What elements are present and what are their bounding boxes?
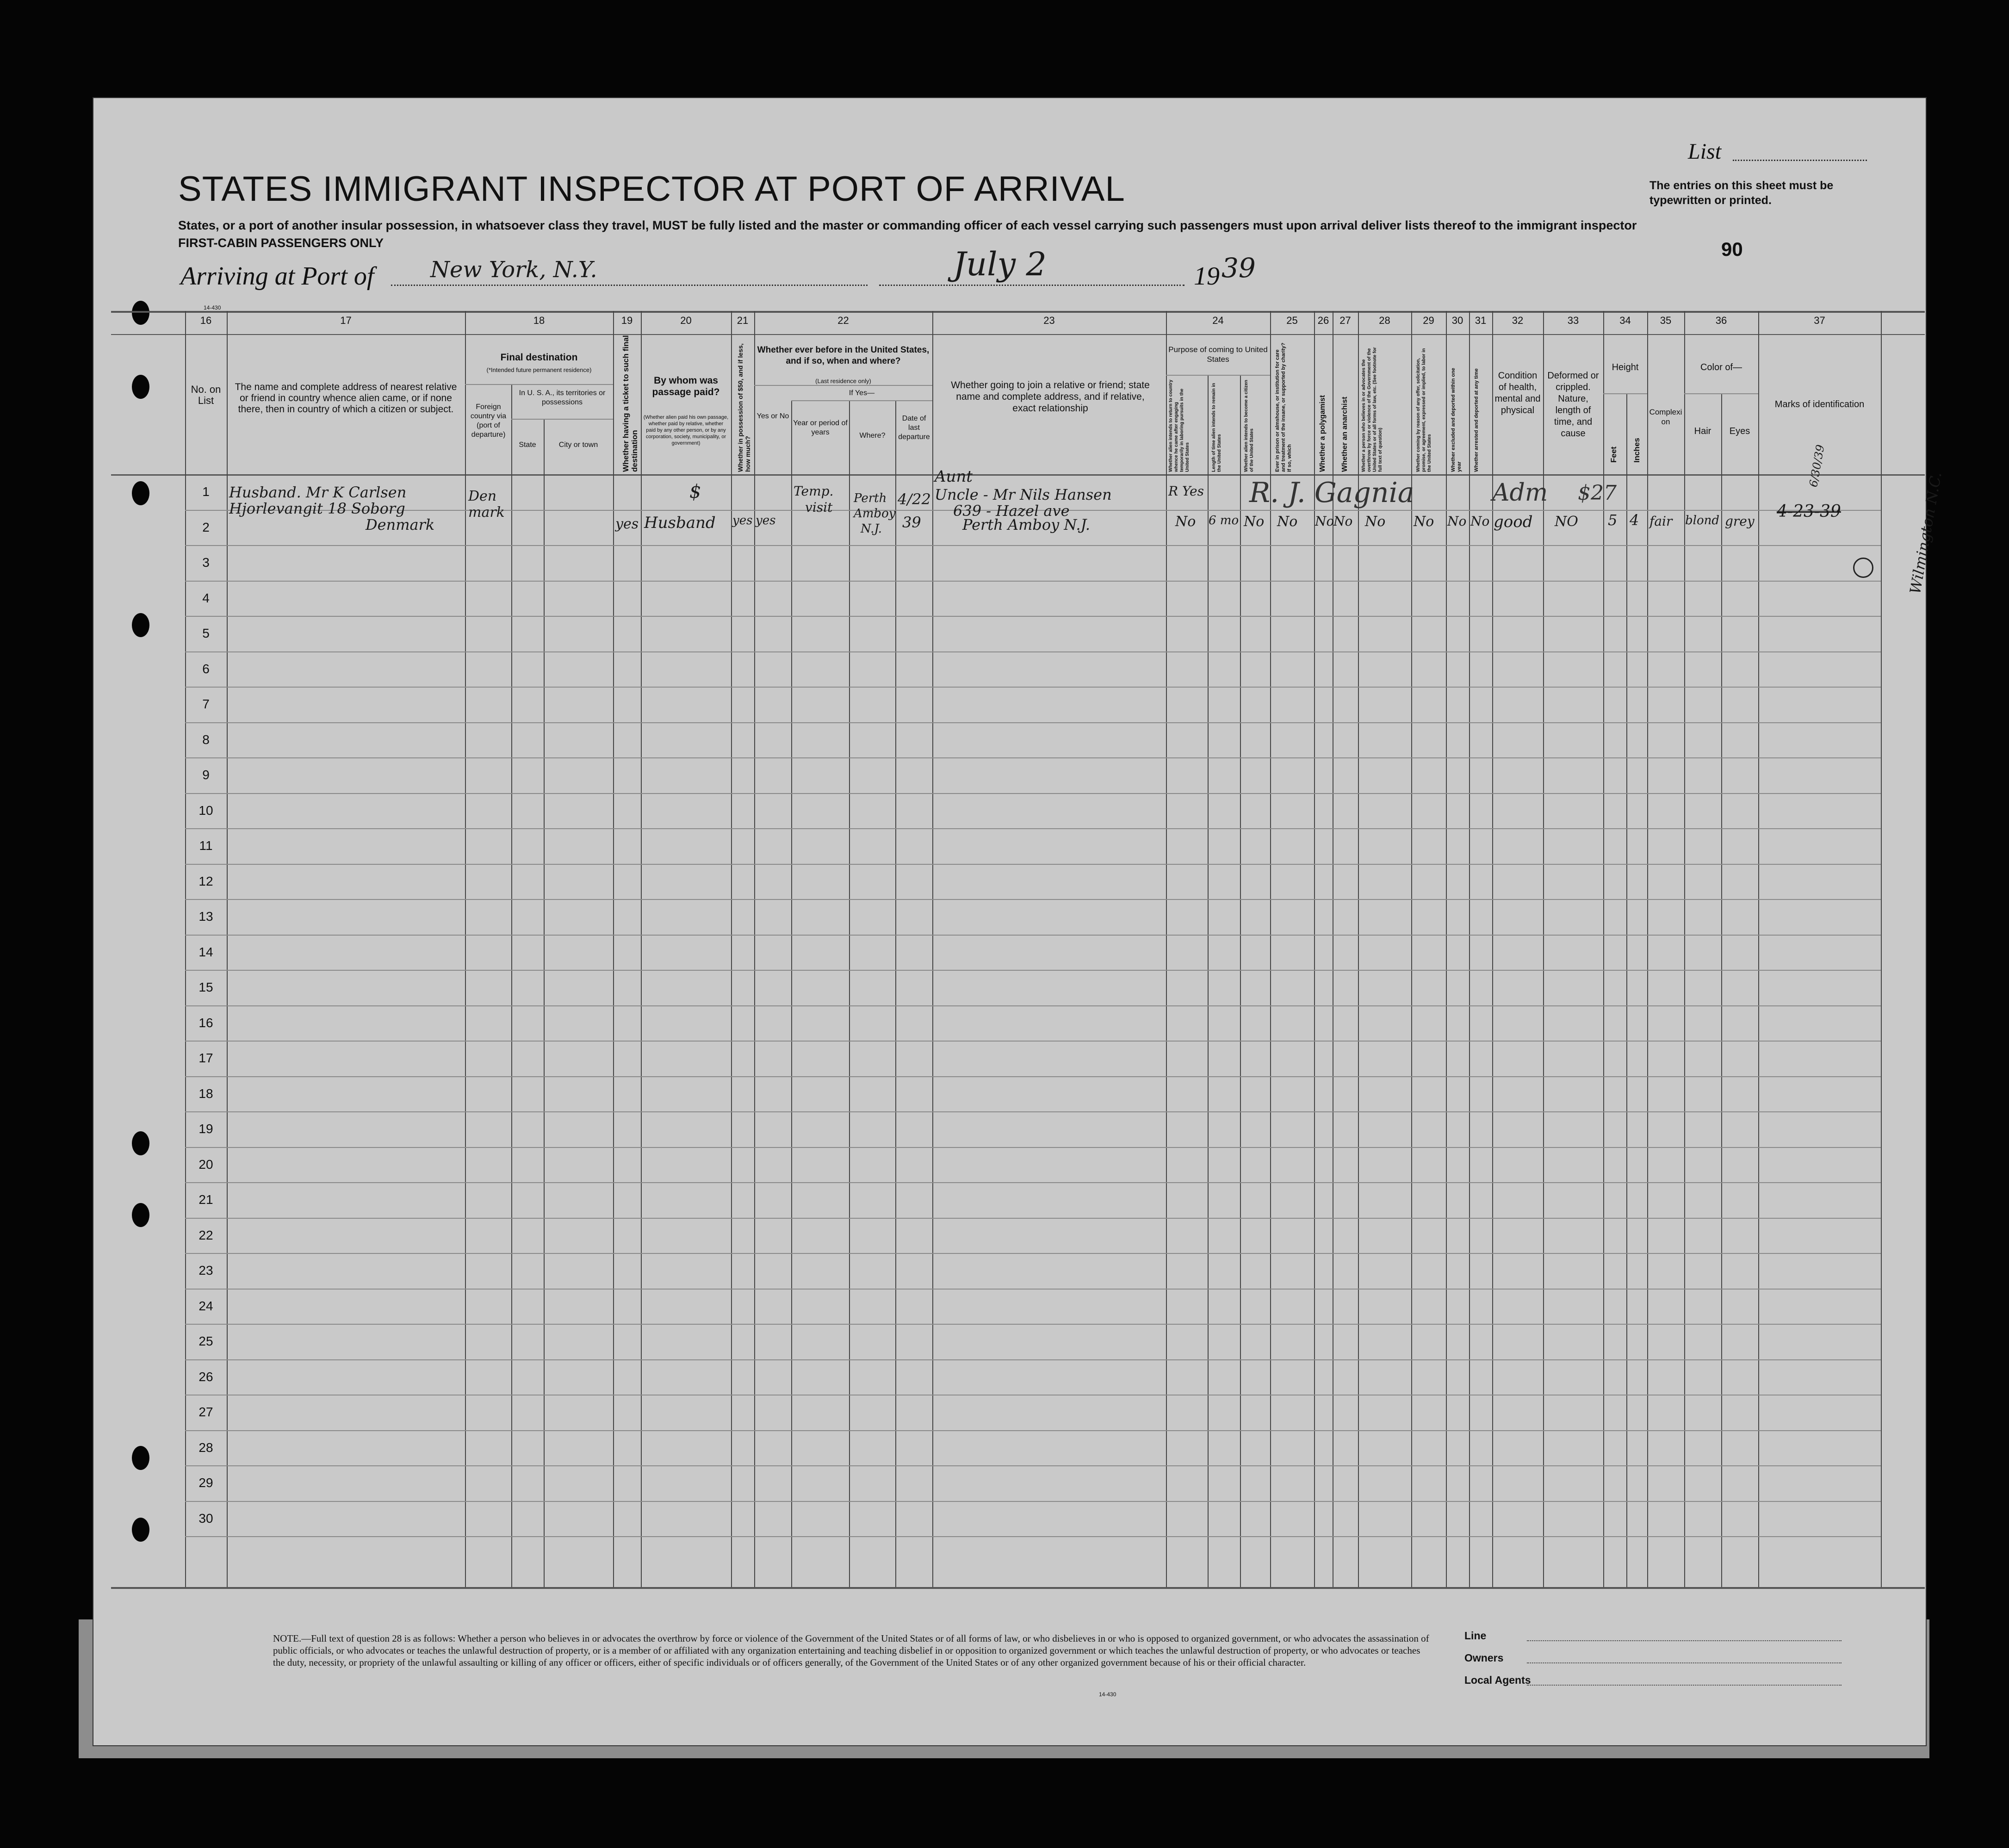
form-code-footer: 14-430 xyxy=(1099,1691,1116,1698)
header-marks: Marks of identification xyxy=(1774,399,1865,409)
list-line xyxy=(1733,160,1867,161)
col-rule xyxy=(511,384,512,1587)
row-number: 24 xyxy=(198,1298,213,1313)
header-excluded: Whether excluded and deported within one year xyxy=(1451,368,1462,472)
row-number: 14 xyxy=(198,944,213,959)
entry-overthrow: No xyxy=(1365,514,1386,530)
row-number: 4 xyxy=(202,590,210,605)
col-rule xyxy=(465,311,466,1587)
header-deformed: Deformed or crippled. Nature, length of time, and cause xyxy=(1547,371,1599,439)
footer-agents-field xyxy=(1527,1685,1842,1686)
row-number: 2 xyxy=(202,520,210,534)
col-rule xyxy=(932,311,933,1587)
marks-date: 6/30/39 xyxy=(1807,443,1827,488)
entry-ever-before: yes xyxy=(756,514,776,527)
date-line xyxy=(879,285,1184,286)
entry-temp: Temp. xyxy=(794,484,834,499)
col-rule xyxy=(1758,311,1759,1587)
inspector-signature: R. J. Gagnia xyxy=(1249,477,1414,509)
entry-join-top: Aunt xyxy=(935,467,973,486)
entry-departure-1: 4/22 xyxy=(898,490,931,508)
header-purpose-citizen: Whether alien intends to become a citizen of the United States xyxy=(1244,380,1254,472)
sub-rule xyxy=(791,400,932,401)
binder-hole xyxy=(132,301,149,325)
row-number: 23 xyxy=(198,1263,213,1277)
column-number: 31 xyxy=(1475,315,1487,326)
binder-hole xyxy=(132,1203,149,1227)
col-rule xyxy=(849,400,850,1587)
table-top-rule xyxy=(111,311,1925,313)
sub-rule xyxy=(1603,393,1647,394)
col-rule xyxy=(1721,393,1722,1587)
header-ever-before: Whether ever before in the United States, and if so, when and where? xyxy=(757,345,930,366)
table-row xyxy=(185,1005,1881,1006)
entry-excluded: No xyxy=(1447,514,1467,529)
header-usa: In U. S. A., its territories or possessions xyxy=(519,389,606,406)
header-last-residence: (Last residence only) xyxy=(815,378,871,384)
column-number: 21 xyxy=(737,315,749,326)
column-number: 25 xyxy=(1286,315,1298,326)
header-overthrow: Whether a person who believes in or advocates the overthrow by force or violence of the Government of the United States or of all forms of law, etc. (See footnote for full text of question) xyxy=(1361,347,1383,472)
entry-where-2: Amboy xyxy=(854,507,896,521)
entry-height-feet: 5 xyxy=(1608,511,1618,529)
entry-labor-offer: No xyxy=(1414,514,1434,530)
row-number: 21 xyxy=(198,1192,213,1207)
column-number: 27 xyxy=(1339,315,1351,326)
table-row xyxy=(185,793,1881,794)
row-number: 9 xyxy=(202,768,210,782)
port-value: New York, N.Y. xyxy=(430,257,597,283)
entry-health: good xyxy=(1494,513,1533,531)
entry-purpose-return: No xyxy=(1175,514,1196,530)
col-rule xyxy=(1469,311,1470,1587)
column-number: 26 xyxy=(1317,315,1329,326)
entry-height-inches: 4 xyxy=(1630,511,1639,529)
row-number: 13 xyxy=(198,909,213,924)
table-row xyxy=(185,1147,1881,1148)
table-row xyxy=(185,935,1881,936)
instructions-text: States, or a port of another insular possession, in whatsoever class they travel, MUST be fully listed and the master or commanding officer of each vessel carrying such passengers must upon arrival deliver lists thereof to the immigrant inspector xyxy=(178,218,1637,232)
list-label: List xyxy=(1688,139,1722,164)
table-row xyxy=(185,1111,1881,1112)
column-number: 18 xyxy=(533,315,545,326)
header-health: Condition of health, mental and physical xyxy=(1494,371,1541,415)
col-rule xyxy=(1626,393,1627,1587)
row-number: 5 xyxy=(202,626,210,640)
table-row xyxy=(185,1289,1881,1290)
entry-prison: No xyxy=(1277,514,1298,530)
col-rule xyxy=(544,419,545,1587)
year-value: 39 xyxy=(1222,252,1256,284)
entry-relative-line2: Hjorlevangit 18 Soborg xyxy=(229,500,405,517)
header-anarchist: Whether an anarchist xyxy=(1341,397,1349,472)
entry-relative-line3: Denmark xyxy=(366,516,435,533)
header-state: State xyxy=(519,441,536,449)
column-number: 24 xyxy=(1212,315,1224,326)
col-rule xyxy=(1446,311,1447,1587)
row-number: 10 xyxy=(198,803,213,818)
column-number: 19 xyxy=(621,315,633,326)
row-number: 29 xyxy=(198,1476,213,1490)
col-rule xyxy=(731,311,732,1587)
table-row xyxy=(185,970,1881,971)
row-number: 28 xyxy=(198,1440,213,1455)
header-if-yes: If Yes— xyxy=(849,389,875,397)
entry-visit: visit xyxy=(805,500,833,515)
entry-ticket: yes xyxy=(615,516,639,532)
admitted-mark: Adm xyxy=(1492,479,1548,507)
entry-where-3: N.J. xyxy=(861,522,882,536)
header-purpose-return: Whether alien intends to return to country whence he came after engaging temporarily in laboring pursuits in the United States xyxy=(1168,379,1190,472)
table-row xyxy=(185,1359,1881,1360)
header-height: Height xyxy=(1612,362,1639,372)
entry-possession-50: yes xyxy=(732,514,753,527)
sub-rule xyxy=(465,384,613,385)
table-row xyxy=(185,1076,1881,1077)
footer-line-label: Line xyxy=(1464,1630,1487,1642)
col-rule xyxy=(613,311,614,1587)
col-rule xyxy=(791,400,792,1587)
table-row xyxy=(185,828,1881,829)
column-number: 28 xyxy=(1379,315,1390,326)
header-polygamist: Whether a polygamist xyxy=(1319,395,1327,472)
row-number: 15 xyxy=(198,980,213,994)
entry-departure-2: 39 xyxy=(902,514,921,531)
manifest-sheet xyxy=(93,97,1927,1746)
form-code: 14-430 xyxy=(204,304,221,311)
column-number: 36 xyxy=(1715,315,1727,326)
sub-rule xyxy=(1166,375,1270,376)
binder-hole xyxy=(132,613,149,637)
table-row xyxy=(185,1253,1881,1254)
footer-owners-field xyxy=(1527,1662,1842,1663)
column-number: 34 xyxy=(1619,315,1631,326)
table-row xyxy=(185,616,1881,617)
column-number: 22 xyxy=(837,315,849,326)
col-rule xyxy=(227,311,228,1587)
entry-hair: blond xyxy=(1685,514,1720,527)
table-row xyxy=(185,1430,1881,1431)
table-row xyxy=(185,1218,1881,1219)
column-number: 32 xyxy=(1512,315,1524,326)
column-number: 37 xyxy=(1814,315,1825,326)
header-eyes: Eyes xyxy=(1729,426,1750,436)
table-row xyxy=(185,651,1881,652)
row-number: 1 xyxy=(202,484,210,499)
header-arrested: Whether arrested and deported at any time xyxy=(1474,368,1479,472)
binder-hole xyxy=(132,1518,149,1542)
passenger-class: FIRST-CABIN PASSENGERS ONLY xyxy=(178,236,384,250)
table-row xyxy=(185,1324,1881,1325)
entry-complexion: fair xyxy=(1649,514,1673,529)
binder-hole xyxy=(132,375,149,399)
header-nearest-relative: The name and complete address of nearest relative or friend in country whence alien came, or if none there, then in country of which a citizen or subject. xyxy=(235,382,457,415)
footer-agents-label: Local Agents xyxy=(1464,1674,1531,1686)
header-city: City or town xyxy=(558,441,598,449)
header-color-of: Color of— xyxy=(1700,362,1742,372)
amount-mark: $27 xyxy=(1578,481,1617,505)
table-row xyxy=(185,1501,1881,1502)
header-no-on-list: No. on List xyxy=(191,384,221,406)
sub-rule xyxy=(1684,393,1758,394)
header-passage-paid: By whom was passage paid? xyxy=(652,375,720,397)
row-number: 18 xyxy=(198,1086,213,1101)
entry-join-line3: Perth Amboy N.J. xyxy=(962,516,1091,533)
column-number: 35 xyxy=(1660,315,1672,326)
col-rule xyxy=(1881,311,1882,1587)
entry-polygamist: No xyxy=(1315,514,1334,529)
col-rule xyxy=(754,311,755,1587)
page-title: STATES IMMIGRANT INSPECTOR AT PORT OF ARRIVAL xyxy=(178,169,1125,209)
stamp-circle xyxy=(1853,558,1873,578)
typewritten-note: The entries on this sheet must be typewritten or printed. xyxy=(1649,179,1834,207)
row-number: 26 xyxy=(198,1369,213,1384)
row-number: 8 xyxy=(202,732,210,747)
footer-owners-label: Owners xyxy=(1464,1652,1504,1664)
table-row xyxy=(185,1041,1881,1042)
header-passage-note: (Whether alien paid his own passage, whether paid by relative, whether paid by any other person, or by any corporation, society, municipality, or government) xyxy=(643,415,729,446)
row-number: 16 xyxy=(198,1015,213,1030)
marks-location: Wilmington N.C. xyxy=(1906,471,1945,595)
row-number: 25 xyxy=(198,1334,213,1348)
column-number: 17 xyxy=(340,315,352,326)
row-number: 6 xyxy=(202,661,210,676)
year-printed: 19 xyxy=(1194,262,1220,291)
table-row xyxy=(185,757,1881,758)
table-row xyxy=(185,687,1881,688)
entry-dollar-mark: $ xyxy=(689,481,701,502)
header-where: Where? xyxy=(859,432,886,440)
arriving-label: Arriving at Port of xyxy=(180,262,374,291)
row-number: 30 xyxy=(198,1511,213,1526)
binder-hole xyxy=(132,1131,149,1155)
column-number: 29 xyxy=(1423,315,1434,326)
entry-anarchist: No xyxy=(1333,514,1353,529)
header-possession-50: Whether in possession of $50, and if less, how much? xyxy=(737,343,751,472)
entry-join-line2: 639 - Hazel ave xyxy=(953,502,1070,520)
footnote: NOTE.—Full text of question 28 is as follows: Whether a person who believes in or advocates the overthrow by force or violence of the Government of the United States or of all forms of law, or who disbelieves in or who is opposed to organized government, or who advocates the assassination of public officials, or who advocates or teaches the unlawful destruction of property, or is a member of or affiliated with any organization entertaining and teaching disbelief in or opposition to organized government or which teaches the unlawful destruction of property, or who advocates or teaches the duty, necessity, or propriety of the unlawful assaulting or killing of any officer or officers, either of specific individuals or of officers generally, of the Government of the United States or of any other organized government because of his or their official character. xyxy=(273,1633,1429,1668)
sub-rule xyxy=(754,385,932,386)
entry-purpose-citizen: No xyxy=(1244,514,1265,530)
header-feet: Feet xyxy=(1609,446,1618,463)
column-number-rule xyxy=(111,334,1925,335)
row-number: 12 xyxy=(198,874,213,888)
column-number: 33 xyxy=(1567,315,1579,326)
footer-line-field xyxy=(1527,1640,1842,1641)
entry-deformed: NO xyxy=(1555,514,1578,530)
marks-struck-date: 4-23-39 xyxy=(1777,502,1841,521)
header-prison: Ever in prison or almshouse, or institution for care and treatment of the insane, or supported by charity? If so, which xyxy=(1275,342,1292,472)
binder-hole xyxy=(132,481,149,505)
header-inches: Inches xyxy=(1632,438,1641,463)
entry-arrested: No xyxy=(1470,514,1490,529)
entry-foreign-country-1: Den xyxy=(468,488,497,504)
header-purpose: Purpose of coming to United States xyxy=(1168,345,1268,364)
header-join-relative: Whether going to join a relative or friend; state name and complete address, and if relative, exact relationship xyxy=(951,380,1150,414)
entry-where-1: Perth xyxy=(854,491,887,505)
header-bottom-rule xyxy=(111,474,1925,476)
column-number: 30 xyxy=(1451,315,1463,326)
column-number: 20 xyxy=(680,315,692,326)
col-rule xyxy=(1647,311,1648,1587)
header-foreign-country: Foreign country via (port of departure) xyxy=(470,403,507,439)
table-row xyxy=(185,899,1881,900)
sheet-number: 90 xyxy=(1721,238,1743,260)
port-line xyxy=(391,285,868,286)
row-number: 11 xyxy=(199,838,213,853)
col-rule xyxy=(895,400,896,1587)
header-year-period: Year or period of years xyxy=(793,419,848,436)
header-complexion: Complexion xyxy=(1649,408,1682,426)
header-date-departure: Date of last departure xyxy=(898,415,930,441)
row-number: 22 xyxy=(198,1228,213,1242)
header-purpose-length: Length of time alien intends to remain in the United States xyxy=(1211,383,1222,472)
table-row xyxy=(185,545,1881,546)
entry-purpose-length: 6 mo xyxy=(1209,514,1239,527)
header-ticket: Whether having a ticket to such final destination xyxy=(621,335,639,472)
table-row xyxy=(185,1536,1881,1537)
entry-foreign-country-2: mark xyxy=(468,504,505,521)
col-rule xyxy=(1166,311,1167,1587)
table-row xyxy=(185,722,1881,723)
column-number: 23 xyxy=(1043,315,1055,326)
entry-eyes: grey xyxy=(1725,514,1755,529)
header-final-destination-note: (*Intended future permanent residence) xyxy=(486,366,592,373)
binder-hole xyxy=(132,1446,149,1470)
table-row xyxy=(185,581,1881,582)
date-value: July 2 xyxy=(953,245,1047,283)
header-final-destination: Final destination xyxy=(500,352,578,363)
row-number: 20 xyxy=(198,1157,213,1172)
header-hair: Hair xyxy=(1694,426,1711,436)
row-number: 19 xyxy=(198,1122,213,1136)
header-labor-offer: Whether coming by reason of any offer, solicitation, promise, or agreement, expressed or implied, to labor in the United States xyxy=(1416,348,1432,472)
col-rule xyxy=(641,311,642,1587)
entry-relative-line1: Husband. Mr K Carlsen xyxy=(229,484,407,501)
table-row xyxy=(185,1465,1881,1466)
row-number: 7 xyxy=(202,697,210,711)
row-number: 27 xyxy=(198,1405,213,1419)
column-number: 16 xyxy=(200,315,212,326)
col-rule xyxy=(1240,375,1241,1587)
col-rule xyxy=(1208,375,1209,1587)
row-number: 17 xyxy=(198,1051,213,1065)
entry-purpose-top: R Yes xyxy=(1168,484,1204,499)
sub-rule xyxy=(511,419,613,420)
table-bottom-rule xyxy=(111,1587,1925,1589)
entry-passage-paid: Husband xyxy=(644,514,716,532)
col-rule xyxy=(1684,311,1685,1587)
header-yes-no: Yes or No xyxy=(756,412,789,420)
table-row xyxy=(185,1182,1881,1183)
row-number: 3 xyxy=(202,555,210,570)
table-row xyxy=(185,864,1881,865)
entry-join-line1: Uncle - Mr Nils Hansen xyxy=(935,486,1112,503)
